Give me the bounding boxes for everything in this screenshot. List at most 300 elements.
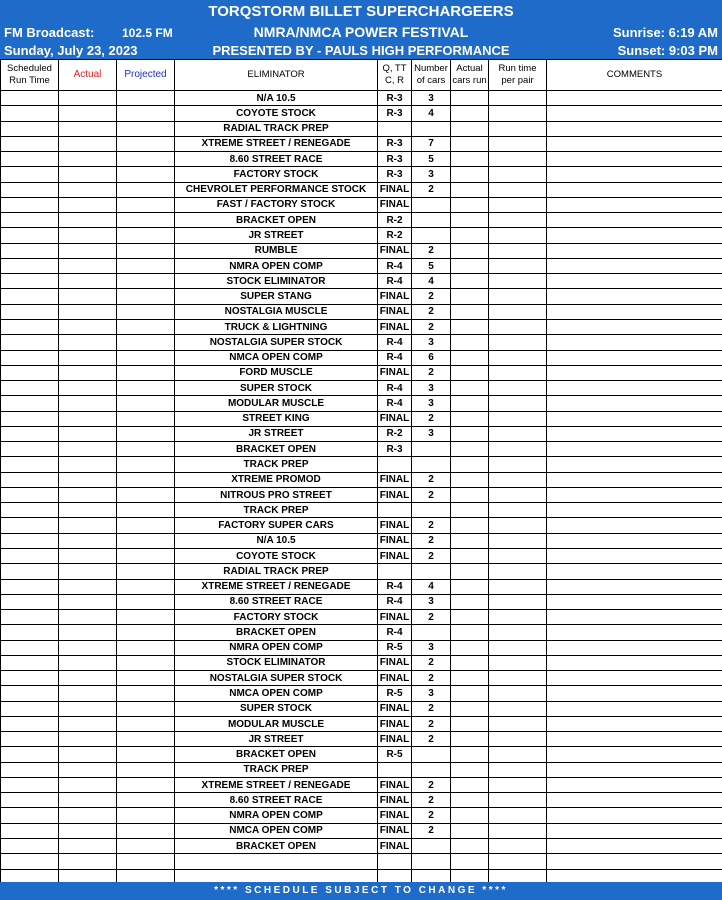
- actual-cars-run-cell: [451, 426, 489, 441]
- scheduled-time-cell: [1, 197, 59, 212]
- table-row: [1, 640, 722, 655]
- actual-time-cell: [59, 457, 117, 472]
- actual-time-cell: [59, 686, 117, 701]
- run-time-per-pair-cell: [489, 365, 547, 380]
- run-time-per-pair-cell: [489, 625, 547, 640]
- table-row: [1, 258, 722, 273]
- run-time-per-pair-cell: [489, 701, 547, 716]
- round-cell: R-5: [378, 747, 412, 762]
- actual-cars-run-cell: [451, 350, 489, 365]
- actual-time-cell: [59, 594, 117, 609]
- table-row: [1, 533, 722, 548]
- run-time-per-pair-cell: [489, 854, 547, 869]
- table-row: [1, 548, 722, 563]
- scheduled-time-cell: [1, 365, 59, 380]
- round-cell: FINAL: [378, 411, 412, 426]
- projected-time-cell: [117, 564, 175, 579]
- actual-cars-run-cell: [451, 319, 489, 334]
- eliminator-cell: JR STREET: [175, 426, 378, 441]
- round-cell: FINAL: [378, 289, 412, 304]
- round-cell: [378, 762, 412, 777]
- scheduled-time-cell: [1, 793, 59, 808]
- comments-cell: [547, 365, 722, 380]
- round-cell: R-4: [378, 335, 412, 350]
- scheduled-time-cell: [1, 274, 59, 289]
- run-time-per-pair-cell: [489, 686, 547, 701]
- number-of-cars-cell: 4: [412, 579, 451, 594]
- comments-cell: [547, 793, 722, 808]
- projected-time-cell: [117, 839, 175, 854]
- number-of-cars-cell: 3: [412, 594, 451, 609]
- run-time-per-pair-cell: [489, 762, 547, 777]
- actual-cars-run-cell: [451, 793, 489, 808]
- scheduled-time-cell: [1, 319, 59, 334]
- number-of-cars-cell: 2: [412, 808, 451, 823]
- scheduled-time-cell: [1, 258, 59, 273]
- scheduled-time-cell: [1, 396, 59, 411]
- actual-time-cell: [59, 671, 117, 686]
- eliminator-cell: NMRA OPEN COMP: [175, 258, 378, 273]
- col-actual-cars-run: Actual cars run: [451, 60, 489, 91]
- round-cell: R-3: [378, 152, 412, 167]
- comments-cell: [547, 106, 722, 121]
- number-of-cars-cell: 2: [412, 518, 451, 533]
- actual-cars-run-cell: [451, 823, 489, 838]
- comments-cell: [547, 839, 722, 854]
- run-time-per-pair-cell: [489, 548, 547, 563]
- run-time-per-pair-cell: [489, 793, 547, 808]
- comments-cell: [547, 228, 722, 243]
- scheduled-time-cell: [1, 854, 59, 869]
- comments-cell: [547, 548, 722, 563]
- projected-time-cell: [117, 228, 175, 243]
- eliminator-cell: NMRA OPEN COMP: [175, 808, 378, 823]
- scheduled-time-cell: [1, 472, 59, 487]
- projected-time-cell: [117, 518, 175, 533]
- projected-time-cell: [117, 732, 175, 747]
- number-of-cars-cell: 2: [412, 671, 451, 686]
- round-cell: R-3: [378, 91, 412, 106]
- number-of-cars-cell: 2: [412, 289, 451, 304]
- number-of-cars-cell: 4: [412, 274, 451, 289]
- number-of-cars-cell: 2: [412, 777, 451, 792]
- actual-time-cell: [59, 610, 117, 625]
- comments-cell: [547, 533, 722, 548]
- col-projected: Projected: [117, 60, 175, 91]
- run-time-per-pair-cell: [489, 655, 547, 670]
- actual-time-cell: [59, 701, 117, 716]
- actual-time-cell: [59, 258, 117, 273]
- number-of-cars-cell: [412, 197, 451, 212]
- table-row: [1, 304, 722, 319]
- scheduled-time-cell: [1, 213, 59, 228]
- scheduled-time-cell: [1, 747, 59, 762]
- round-cell: R-3: [378, 136, 412, 151]
- projected-time-cell: [117, 808, 175, 823]
- eliminator-cell: STOCK ELIMINATOR: [175, 655, 378, 670]
- number-of-cars-cell: [412, 442, 451, 457]
- run-time-per-pair-cell: [489, 747, 547, 762]
- col-comments: COMMENTS: [547, 60, 722, 91]
- actual-cars-run-cell: [451, 197, 489, 212]
- eliminator-cell: TRACK PREP: [175, 503, 378, 518]
- eliminator-cell: RADIAL TRACK PREP: [175, 564, 378, 579]
- eliminator-cell: MODULAR MUSCLE: [175, 396, 378, 411]
- projected-time-cell: [117, 701, 175, 716]
- col-scheduled-run-time: Scheduled Run Time: [1, 60, 59, 91]
- actual-cars-run-cell: [451, 152, 489, 167]
- actual-time-cell: [59, 625, 117, 640]
- comments-cell: [547, 121, 722, 136]
- round-cell: FINAL: [378, 243, 412, 258]
- actual-time-cell: [59, 487, 117, 502]
- round-cell: FINAL: [378, 655, 412, 670]
- comments-cell: [547, 442, 722, 457]
- round-cell: [378, 854, 412, 869]
- projected-time-cell: [117, 747, 175, 762]
- run-time-per-pair-cell: [489, 121, 547, 136]
- number-of-cars-cell: 2: [412, 182, 451, 197]
- actual-cars-run-cell: [451, 182, 489, 197]
- scheduled-time-cell: [1, 243, 59, 258]
- round-cell: R-4: [378, 258, 412, 273]
- eliminator-cell: FACTORY SUPER CARS: [175, 518, 378, 533]
- run-time-per-pair-cell: [489, 274, 547, 289]
- scheduled-time-cell: [1, 823, 59, 838]
- scheduled-time-cell: [1, 289, 59, 304]
- actual-cars-run-cell: [451, 106, 489, 121]
- number-of-cars-cell: 3: [412, 686, 451, 701]
- round-cell: FINAL: [378, 839, 412, 854]
- actual-cars-run-cell: [451, 121, 489, 136]
- projected-time-cell: [117, 335, 175, 350]
- actual-cars-run-cell: [451, 411, 489, 426]
- scheduled-time-cell: [1, 625, 59, 640]
- comments-cell: [547, 243, 722, 258]
- round-cell: FINAL: [378, 777, 412, 792]
- eliminator-cell: TRACK PREP: [175, 457, 378, 472]
- run-time-per-pair-cell: [489, 594, 547, 609]
- scheduled-time-cell: [1, 701, 59, 716]
- table-row: [1, 655, 722, 670]
- projected-time-cell: [117, 686, 175, 701]
- scheduled-time-cell: [1, 808, 59, 823]
- table-row: [1, 136, 722, 151]
- run-time-per-pair-cell: [489, 457, 547, 472]
- actual-cars-run-cell: [451, 854, 489, 869]
- fm-frequency: 102.5 FM: [122, 26, 173, 40]
- scheduled-time-cell: [1, 106, 59, 121]
- actual-cars-run-cell: [451, 686, 489, 701]
- eliminator-cell: NITROUS PRO STREET: [175, 487, 378, 502]
- comments-cell: [547, 610, 722, 625]
- eliminator-cell: N/A 10.5: [175, 533, 378, 548]
- actual-time-cell: [59, 167, 117, 182]
- table-row: [1, 518, 722, 533]
- number-of-cars-cell: 2: [412, 472, 451, 487]
- actual-time-cell: [59, 106, 117, 121]
- number-of-cars-cell: 3: [412, 167, 451, 182]
- actual-time-cell: [59, 655, 117, 670]
- number-of-cars-cell: 2: [412, 533, 451, 548]
- table-row: [1, 335, 722, 350]
- round-cell: FINAL: [378, 365, 412, 380]
- scheduled-time-cell: [1, 350, 59, 365]
- scheduled-time-cell: [1, 335, 59, 350]
- actual-time-cell: [59, 533, 117, 548]
- projected-time-cell: [117, 716, 175, 731]
- actual-time-cell: [59, 289, 117, 304]
- projected-time-cell: [117, 258, 175, 273]
- number-of-cars-cell: [412, 564, 451, 579]
- actual-time-cell: [59, 777, 117, 792]
- eliminator-cell: NMRA OPEN COMP: [175, 640, 378, 655]
- comments-cell: [547, 274, 722, 289]
- round-cell: R-3: [378, 167, 412, 182]
- number-of-cars-cell: 2: [412, 655, 451, 670]
- eliminator-cell: STOCK ELIMINATOR: [175, 274, 378, 289]
- projected-time-cell: [117, 823, 175, 838]
- actual-time-cell: [59, 335, 117, 350]
- actual-time-cell: [59, 854, 117, 869]
- scheduled-time-cell: [1, 442, 59, 457]
- eliminator-cell: FACTORY STOCK: [175, 167, 378, 182]
- table-row: [1, 319, 722, 334]
- run-time-per-pair-cell: [489, 91, 547, 106]
- actual-time-cell: [59, 839, 117, 854]
- scheduled-time-cell: [1, 732, 59, 747]
- table-row: [1, 457, 722, 472]
- actual-cars-run-cell: [451, 518, 489, 533]
- table-row: [1, 289, 722, 304]
- scheduled-time-cell: [1, 228, 59, 243]
- actual-cars-run-cell: [451, 442, 489, 457]
- scheduled-time-cell: [1, 518, 59, 533]
- table-row: [1, 167, 722, 182]
- run-time-per-pair-cell: [489, 152, 547, 167]
- round-cell: FINAL: [378, 518, 412, 533]
- run-time-per-pair-cell: [489, 808, 547, 823]
- actual-cars-run-cell: [451, 655, 489, 670]
- table-row: [1, 213, 722, 228]
- eliminator-cell: 8.60 STREET RACE: [175, 793, 378, 808]
- number-of-cars-cell: [412, 503, 451, 518]
- scheduled-time-cell: [1, 579, 59, 594]
- table-row: [1, 152, 722, 167]
- run-time-per-pair-cell: [489, 640, 547, 655]
- scheduled-time-cell: [1, 594, 59, 609]
- scheduled-time-cell: [1, 411, 59, 426]
- eliminator-cell: MODULAR MUSCLE: [175, 716, 378, 731]
- round-cell: FINAL: [378, 793, 412, 808]
- number-of-cars-cell: [412, 228, 451, 243]
- actual-cars-run-cell: [451, 594, 489, 609]
- eliminator-cell: SUPER STANG: [175, 289, 378, 304]
- actual-time-cell: [59, 350, 117, 365]
- run-time-per-pair-cell: [489, 106, 547, 121]
- scheduled-time-cell: [1, 610, 59, 625]
- run-time-per-pair-cell: [489, 732, 547, 747]
- number-of-cars-cell: 2: [412, 793, 451, 808]
- table-row: [1, 106, 722, 121]
- comments-cell: [547, 381, 722, 396]
- number-of-cars-cell: 2: [412, 319, 451, 334]
- scheduled-time-cell: [1, 457, 59, 472]
- run-time-per-pair-cell: [489, 396, 547, 411]
- comments-cell: [547, 136, 722, 151]
- projected-time-cell: [117, 457, 175, 472]
- projected-time-cell: [117, 487, 175, 502]
- table-row: [1, 732, 722, 747]
- comments-cell: [547, 152, 722, 167]
- number-of-cars-cell: 7: [412, 136, 451, 151]
- number-of-cars-cell: 2: [412, 823, 451, 838]
- eliminator-cell: FORD MUSCLE: [175, 365, 378, 380]
- eliminator-cell: BRACKET OPEN: [175, 625, 378, 640]
- projected-time-cell: [117, 197, 175, 212]
- run-time-per-pair-cell: [489, 579, 547, 594]
- actual-cars-run-cell: [451, 625, 489, 640]
- actual-time-cell: [59, 396, 117, 411]
- actual-time-cell: [59, 442, 117, 457]
- projected-time-cell: [117, 121, 175, 136]
- projected-time-cell: [117, 610, 175, 625]
- table-row: [1, 671, 722, 686]
- comments-cell: [547, 487, 722, 502]
- actual-cars-run-cell: [451, 839, 489, 854]
- comments-cell: [547, 808, 722, 823]
- eliminator-cell: BRACKET OPEN: [175, 747, 378, 762]
- scheduled-time-cell: [1, 167, 59, 182]
- comments-cell: [547, 213, 722, 228]
- actual-cars-run-cell: [451, 167, 489, 182]
- run-time-per-pair-cell: [489, 472, 547, 487]
- projected-time-cell: [117, 213, 175, 228]
- round-cell: R-4: [378, 594, 412, 609]
- presented-by: PRESENTED BY - PAULS HIGH PERFORMANCE: [212, 43, 510, 58]
- scheduled-time-cell: [1, 655, 59, 670]
- eliminator-cell: JR STREET: [175, 732, 378, 747]
- scheduled-time-cell: [1, 182, 59, 197]
- run-time-per-pair-cell: [489, 319, 547, 334]
- run-time-per-pair-cell: [489, 503, 547, 518]
- projected-time-cell: [117, 289, 175, 304]
- comments-cell: [547, 197, 722, 212]
- round-cell: R-3: [378, 442, 412, 457]
- projected-time-cell: [117, 274, 175, 289]
- number-of-cars-cell: [412, 625, 451, 640]
- round-cell: R-3: [378, 106, 412, 121]
- comments-cell: [547, 335, 722, 350]
- number-of-cars-cell: 6: [412, 350, 451, 365]
- event-title: NMRA/NMCA POWER FESTIVAL: [253, 24, 469, 40]
- scheduled-time-cell: [1, 304, 59, 319]
- run-time-per-pair-cell: [489, 411, 547, 426]
- actual-cars-run-cell: [451, 716, 489, 731]
- round-cell: FINAL: [378, 197, 412, 212]
- run-time-per-pair-cell: [489, 381, 547, 396]
- run-time-per-pair-cell: [489, 716, 547, 731]
- table-row: [1, 686, 722, 701]
- actual-time-cell: [59, 182, 117, 197]
- number-of-cars-cell: [412, 854, 451, 869]
- round-cell: FINAL: [378, 732, 412, 747]
- actual-cars-run-cell: [451, 335, 489, 350]
- scheduled-time-cell: [1, 121, 59, 136]
- run-time-per-pair-cell: [489, 823, 547, 838]
- round-cell: FINAL: [378, 610, 412, 625]
- round-cell: FINAL: [378, 701, 412, 716]
- eliminator-cell: NMCA OPEN COMP: [175, 350, 378, 365]
- eliminator-cell: NOSTALGIA SUPER STOCK: [175, 335, 378, 350]
- comments-cell: [547, 594, 722, 609]
- actual-cars-run-cell: [451, 808, 489, 823]
- actual-cars-run-cell: [451, 91, 489, 106]
- table-row: [1, 228, 722, 243]
- eliminator-cell: JR STREET: [175, 228, 378, 243]
- header-banner: [0, 0, 722, 59]
- comments-cell: [547, 518, 722, 533]
- actual-cars-run-cell: [451, 671, 489, 686]
- table-row: [1, 747, 722, 762]
- projected-time-cell: [117, 304, 175, 319]
- scheduled-time-cell: [1, 152, 59, 167]
- number-of-cars-cell: 2: [412, 487, 451, 502]
- col-run-time-per-pair: Run time per pair: [489, 60, 547, 91]
- round-cell: [378, 564, 412, 579]
- round-cell: R-5: [378, 640, 412, 655]
- schedule-disclaimer: **** SCHEDULE SUBJECT TO CHANGE ****: [0, 882, 722, 900]
- number-of-cars-cell: 2: [412, 716, 451, 731]
- event-date: Sunday, July 23, 2023: [4, 43, 138, 58]
- projected-time-cell: [117, 640, 175, 655]
- eliminator-cell: 8.60 STREET RACE: [175, 152, 378, 167]
- projected-time-cell: [117, 152, 175, 167]
- round-cell: R-4: [378, 381, 412, 396]
- actual-cars-run-cell: [451, 365, 489, 380]
- eliminator-cell: FACTORY STOCK: [175, 610, 378, 625]
- table-row: [1, 182, 722, 197]
- projected-time-cell: [117, 762, 175, 777]
- comments-cell: [547, 472, 722, 487]
- actual-cars-run-cell: [451, 533, 489, 548]
- comments-cell: [547, 564, 722, 579]
- number-of-cars-cell: 3: [412, 381, 451, 396]
- run-time-per-pair-cell: [489, 258, 547, 273]
- actual-time-cell: [59, 564, 117, 579]
- table-row: [1, 121, 722, 136]
- scheduled-time-cell: [1, 564, 59, 579]
- comments-cell: [547, 319, 722, 334]
- comments-cell: [547, 640, 722, 655]
- actual-time-cell: [59, 136, 117, 151]
- run-time-per-pair-cell: [489, 197, 547, 212]
- projected-time-cell: [117, 533, 175, 548]
- table-row: [1, 777, 722, 792]
- projected-time-cell: [117, 167, 175, 182]
- comments-cell: [547, 701, 722, 716]
- actual-cars-run-cell: [451, 304, 489, 319]
- eliminator-cell: N/A 10.5: [175, 91, 378, 106]
- sunset-time: Sunset: 9:03 PM: [617, 43, 718, 58]
- round-cell: R-4: [378, 396, 412, 411]
- actual-cars-run-cell: [451, 243, 489, 258]
- number-of-cars-cell: 5: [412, 258, 451, 273]
- eliminator-cell: FAST / FACTORY STOCK: [175, 197, 378, 212]
- eliminator-cell: BRACKET OPEN: [175, 213, 378, 228]
- number-of-cars-cell: [412, 213, 451, 228]
- comments-cell: [547, 426, 722, 441]
